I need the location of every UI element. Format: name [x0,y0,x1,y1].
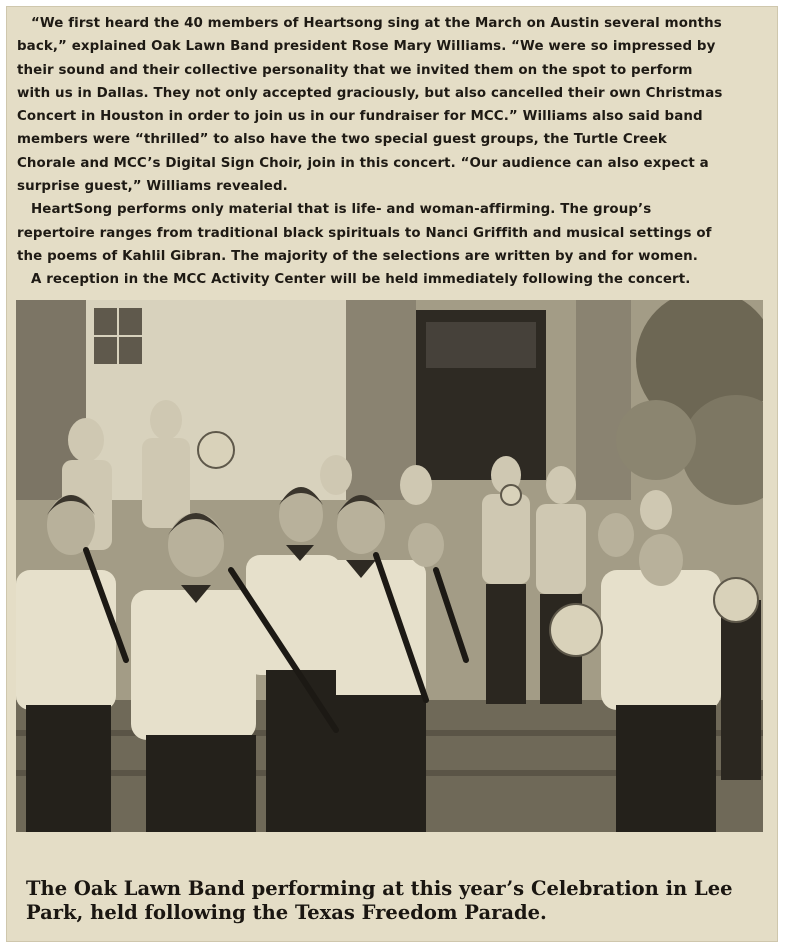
article-paragraph-2: HeartSong performs only material that is life- and woman-affirming. The group’s repertoire ranges from traditional black spirituals to Nanci Griffith and musical settings of the poems of Kahlil Gibran. The majority of the selections are written by and for women. [17,202,712,264]
scan-margin [782,0,790,946]
article-paragraph-1: “We first heard the 40 members of Heartsong sing at the March on Austin several months back,” explained Oak Lawn Band president Rose Mary Williams. “We were so impressed by their sound and their collective personality that we invited them on the spot to perform with us in Dallas. They not only accepted graciously, but also cancelled their own Christmas Concert in Houston in order to join us in our fundraiser for MCC.” Williams also said band members were “thrilled” to also have the two special guest groups, the Turtle Creek Chorale and MCC’s Digital Sign Choir, join in this concert. “Our audience can also expect a surprise guest,” Williams revealed. [17,16,723,195]
photo-caption: The Oak Lawn Band performing at this year’s Celebration in Lee Park, held following the Texas Freedom Parade. [26,877,733,924]
band-photo [16,300,763,832]
article-paragraph-3: A reception in the MCC Activity Center will be held immediately following the concert. [31,272,691,288]
band-photo-illustration [16,300,763,832]
article-body [17,12,725,292]
